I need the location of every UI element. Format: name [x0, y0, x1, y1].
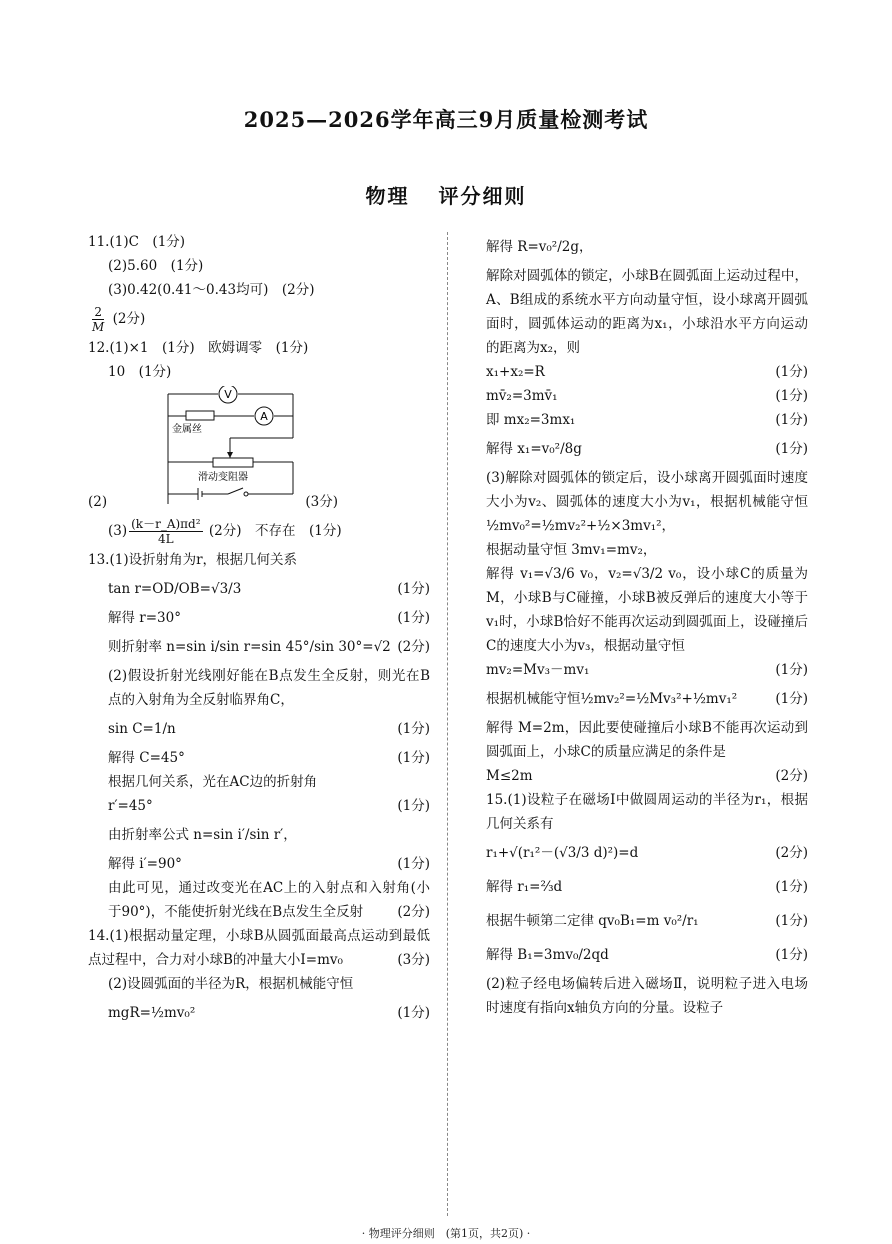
q13-line11: 解得 i′=90° (1分) — [108, 856, 430, 872]
right-line10: mv₂=Mv₃－mv₁ (1分) — [486, 662, 808, 678]
q13-line8: 根据几何关系，光在AC边的折射角 — [108, 774, 318, 790]
q13-line2: tan r=OD/OB=√3/3 (1分) — [108, 581, 430, 597]
right-line17: 根据牛顿第二定律 qv₀B₁=m v₀²/r₁ (1分) — [486, 913, 808, 929]
right-line3: x₁+x₂=R (1分) — [486, 364, 808, 380]
q13-line4: 则折射率 n=sin i/sin r=sin 45°/sin 30°=√2 (2分) — [108, 639, 430, 655]
right-column — [486, 230, 808, 1020]
q13-line5: (2)假设折射光线刚好能在B点发生全反射，则光在B点的入射角为全反射临界角C， — [108, 668, 430, 708]
q12-line4: (3) $\frac{\text{(k－r\_A)πd²}}{4L}$ (2分) 不存在 (1分) — [108, 517, 342, 546]
right-line7: (3)解除对圆弧体的锁定后，设小球离开圆弧面时速度大小为v₂、圆弧体的速度大小为v₁，根据机械能守恒½mv₀²=½mv₂²+½×3mv₁²， — [486, 470, 808, 534]
right-line6: 解得 x₁=v₀²/8g (1分) — [486, 441, 808, 457]
q12-line1: 12.(1)×1 (1分) 欧姆调零 (1分) — [88, 340, 309, 356]
q11-line3: (3)0.42(0.41～0.43均可) (2分) — [108, 282, 315, 298]
q14-line1: 14.(1)根据动量定理，小球B从圆弧面最高点运动到最低点过程中，合力对小球B的冲量大小I=mv₀ (3分) — [88, 928, 430, 968]
q11-score: (2分) — [112, 311, 146, 327]
q13-line7: 解得 C=45° (1分) — [108, 750, 430, 766]
q12-line2: 10 (1分) — [108, 364, 172, 380]
subject-label: 物理 — [365, 184, 410, 208]
subtitle-label: 评分细则 — [438, 184, 527, 208]
rheostat-label: 滑动变阻器 — [198, 472, 248, 483]
right-line8: 根据动量守恒 3mv₁=mv₂， — [486, 542, 657, 558]
right-line9: 解得 v₁=√3/6 v₀，v₂=√3/2 v₀，设小球C的质量为M，小球B与C碰撞，小球B被反弹后的速度大小等于v₁时，小球B恰好不能再次运动到圆弧面上，设碰撞后C的速度大小为v₃，根据动量守恒 — [486, 566, 808, 654]
q13-line1: 13.(1)设折射角为r，根据几何关系 — [88, 552, 298, 568]
q13-line12: 由此可见，通过改变光在AC上的入射点和入射角(小于90°)，不能使折射光线在B点发生全反射 (2分) — [108, 880, 430, 920]
right-line13: M≤2m (2分) — [486, 768, 808, 784]
q14-line2: (2)设圆弧面的半径为R，根据机械能守恒 — [108, 976, 354, 992]
right-line19: (2)粒子经电场偏转后进入磁场Ⅱ，说明粒子进入电场时速度有指向x轴负方向的分量。设粒子 — [486, 976, 808, 1016]
wire-label: 金属丝 — [172, 424, 202, 435]
column-divider — [447, 232, 448, 1216]
q11-fraction: $\frac{2}{M}$ — [92, 305, 105, 334]
q13-line9: r′=45° (1分) — [108, 798, 430, 814]
q14-line3: mgR=½mv₀² (1分) — [108, 1005, 430, 1021]
q11-line2: (2)5.60 (1分) — [108, 258, 204, 274]
page-footer: · 物理评分细则 (第1页，共2页) · — [361, 1227, 531, 1240]
page-title: 2025—2026学年高三9月质量检测考试 — [243, 107, 649, 132]
right-line5: 即 mx₂=3mx₁ (1分) — [486, 412, 808, 428]
right-line14: 15.(1)设粒子在磁场Ⅰ中做圆周运动的半径为r₁，根据几何关系有 — [486, 792, 808, 832]
voltmeter-label: V — [224, 388, 232, 401]
right-line1: 解得 R=v₀²/2g， — [486, 239, 593, 255]
q12-fraction: $\frac{\text{(k－r\_A)πd²}}{4L}$ — [131, 517, 201, 546]
left-column — [88, 230, 430, 1030]
right-line12: 解得 M=2m，因此要使碰撞后小球B不能再次运动到圆弧面上，小球C的质量应满足的条件是 — [486, 720, 808, 760]
circuit-diagram — [158, 386, 430, 512]
q12-line3: (2) (3分) — [88, 494, 338, 510]
q11-line4 — [88, 302, 430, 336]
page-subtitle — [0, 180, 892, 209]
circuit-svg — [158, 386, 298, 504]
q13-line10: 由折射率公式 n=sin i′/sin r′， — [108, 827, 297, 843]
q13-line3: 解得 r=30° (1分) — [108, 610, 430, 626]
q11-line1: 11.(1)C (1分) — [88, 234, 186, 250]
ammeter-label: A — [260, 410, 268, 423]
q13-line6: sin C=1/n (1分) — [108, 721, 430, 737]
right-line2: 解除对圆弧体的锁定，小球B在圆弧面上运动过程中，A、B组成的系统水平方向动量守恒，设小球离开圆弧面时，圆弧体运动的距离为x₁，小球沿水平方向运动的距离为x₂，则 — [486, 268, 808, 356]
right-line15: r₁+√(r₁²－(√3/3 d)²)=d (2分) — [486, 845, 808, 861]
right-line11: 根据机械能守恒½mv₂²=½Mv₃²+½mv₁² (1分) — [486, 691, 808, 707]
right-line16: 解得 r₁=⅔d (1分) — [486, 879, 808, 895]
right-line4: mv̄₂=3mv̄₁ (1分) — [486, 388, 808, 404]
right-line18: 解得 B₁=3mv₀/2qd (1分) — [486, 947, 808, 963]
